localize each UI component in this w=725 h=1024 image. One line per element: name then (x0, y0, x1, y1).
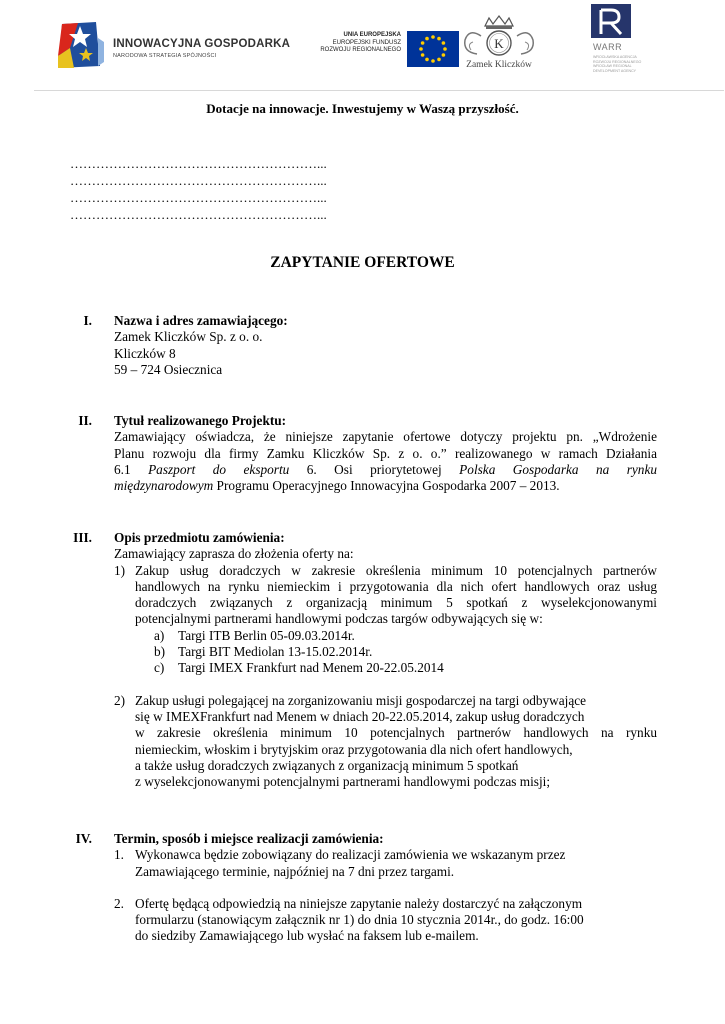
sub-list-item: a) Targi ITB Berlin 05-09.03.2014r. (154, 627, 355, 643)
section-title: Opis przedmiotu zamówienia: (114, 530, 285, 545)
section-number: I. (83, 313, 92, 328)
document-title: ZAPYTANIE OFERTOWE (270, 254, 455, 271)
zamek-name: Zamek Kliczków (466, 60, 532, 70)
section-title: Tytuł realizowanego Projektu: (114, 413, 287, 428)
address-line: Kliczków 8 (114, 345, 176, 361)
eu-line-1: UNIA EUROPEJSKA (343, 32, 401, 38)
ig-emblem-icon (52, 18, 112, 73)
paragraph-line: międzynarodowym Programu Operacyjnego Innowacyjna Gospodarka 2007 – 2013. (114, 478, 560, 494)
dotted-line: …………………………………………………... (70, 207, 327, 222)
eu-line-2: EUROPEJSKI FUNDUSZ (332, 39, 401, 46)
dotted-line: …………………………………………………... (70, 173, 327, 188)
section-intro: Zamawiający zaprasza do złożenia oferty na: (114, 546, 354, 562)
warr-subtitle: WROCŁAWSKA AGENCJA ROZWOJU REGIONALNEGO WROCŁAW REGIONAL DEVELOPMENT AGENCY (593, 55, 642, 73)
section-number: II. (78, 413, 92, 428)
list-marker: 2. (114, 895, 124, 911)
sub-list-item: b) Targi BIT Mediolan 13-15.02.2014r. (154, 644, 373, 660)
list-marker: 1) (114, 562, 126, 578)
section-number: III. (73, 530, 92, 545)
section-number: IV. (75, 831, 92, 846)
paragraph-line: 6.1 Paszport do eksportu 6. Osi priorytetowej Polska Gospodarka na rynku (114, 461, 657, 477)
warr-emblem-icon (591, 4, 631, 40)
dotted-line: …………………………………………………... (70, 156, 327, 171)
ig-subtitle: NARODOWA STRATEGIA SPÓJNOŚCI (113, 53, 217, 59)
innowacyjna-gospodarka-logo (52, 18, 292, 73)
list-item: 1. Wykonawca będzie zobowiązany do realizacji zamówienia we wskazanym przez Zamawiającego terminie, najpóźniej na 7 dni przez targami. (114, 847, 566, 879)
crown-emblem-icon (459, 14, 539, 62)
eu-line-3: ROZWOJU REGIONALNEGO (320, 47, 401, 53)
zamek-kliczkow-logo (459, 14, 539, 74)
eu-fund-logo (289, 31, 459, 67)
tagline: Dotacje na innowacje. Inwestujemy w Waszą przyszłość. (206, 101, 519, 116)
section-title: Nazwa i adres zamawiającego: (114, 313, 288, 328)
svg-text:K: K (494, 36, 504, 51)
list-marker: 2) (114, 692, 126, 708)
eu-flag-icon (407, 31, 459, 67)
list-item: 2) Zakup usługi polegającej na zorganizowaniu misji gospodarczej na targi odbywające się w IMEXFrankfurt nad Menem w dniach 20-22.05.2014, zakup usług doradczych w zakresie określenia minimum 10 potencjalnych partnerów handlowych na rynku niemieckim, włoskim i brytyjskim oraz przygotowania dla nich ofert handlowych, a także usług doradczych związanych z organizacją minimum 5 spotkań z wyselekcjonowanymi potencjalnymi partnerami handlowymi podczas misji; (114, 692, 657, 790)
list-marker: 1. (114, 847, 124, 863)
paragraph-line: Planu rozwoju dla firmy Zamku Kliczków Sp. z o. o.” realizowanego w ramach Działania (114, 445, 657, 461)
paragraph-line: Zamawiający oświadcza, że niniejsze zapytanie ofertowe dotyczy projektu pn. „Wdrożenie (114, 429, 657, 445)
ig-title: INNOWACYJNA GOSPODARKA (113, 38, 291, 50)
section-title: Termin, sposób i miejsce realizacji zamówienia: (114, 831, 384, 846)
warr-logo (589, 4, 659, 89)
sub-list-item: c) Targi IMEX Frankfurt nad Menem 20-22.05.2014 (154, 660, 444, 676)
dotted-line: …………………………………………………... (70, 190, 327, 205)
recipient-address-placeholder (70, 155, 327, 223)
warr-name: WARR (593, 42, 623, 52)
list-item: 2. Ofertę będącą odpowiedzią na niniejsze zapytanie należy dostarczyć na załączonym formularzu (stanowiącym załącznik nr 1) do dnia 10 stycznia 2014r., do godz. 16:00 do siedziby Zamawiającego lub wysłać na faksem lub e-mailem. (114, 895, 584, 944)
address-line: 59 – 724 Osiecznica (114, 361, 223, 377)
logo-header (34, 0, 724, 91)
list-item: 1) Zakup usług doradczych w zakresie określenia minimum 10 potencjalnych partnerów handlowych na rynku niemieckim i przygotowania dla nich ofert handlowych oraz usług doradczych związanych z organizacją minimum 5 spotkań z wyselekcjonowanymi potencjalnymi partnerami handlowymi podczas targów odbywających się w: (114, 562, 657, 627)
address-line: Zamek Kliczków Sp. z o. o. (114, 329, 263, 345)
